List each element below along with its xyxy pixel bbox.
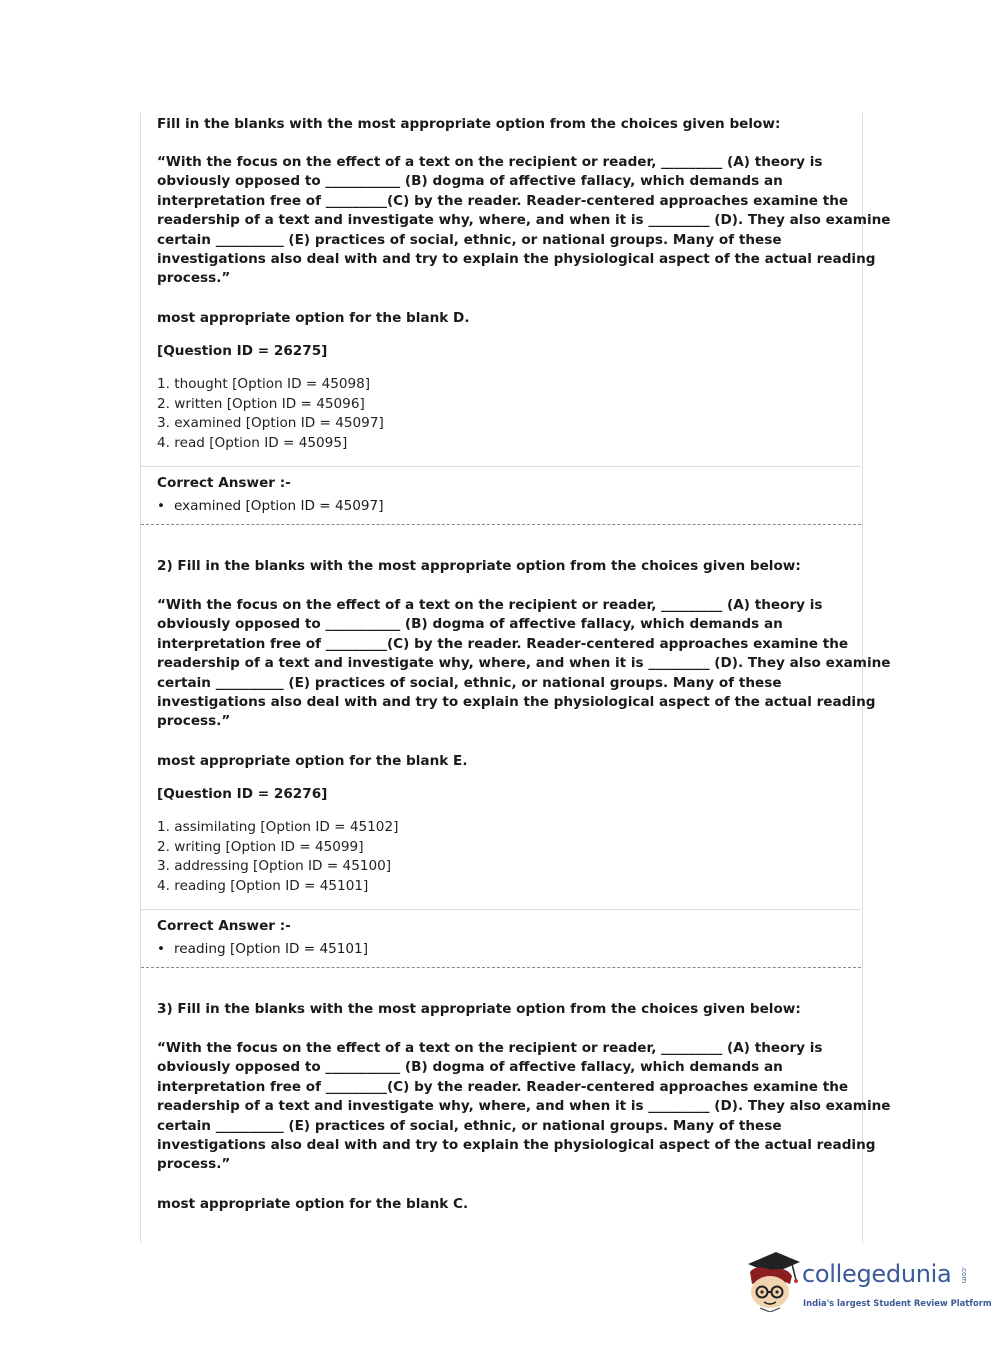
passage-line: obviously opposed to ___________ (B) dogma of affective fallacy, which demands an bbox=[157, 1059, 783, 1076]
passage-2 bbox=[157, 596, 891, 732]
passage-line: interpretation free of _________(C) by the reader. Reader-centered approaches examine the bbox=[157, 1078, 849, 1095]
question-heading: 3) Fill in the blanks with the most appropriate option from the choices given below: bbox=[157, 1001, 801, 1017]
question-prompt: most appropriate option for the blank E. bbox=[157, 753, 468, 769]
correct-answer-label: Correct Answer :- bbox=[157, 475, 291, 491]
passage-line: interpretation free of _________(C) by the reader. Reader-centered approaches examine the bbox=[157, 635, 849, 652]
passage-line: certain __________ (E) practices of social, ethnic, or national groups. Many of these bbox=[157, 1117, 782, 1134]
correct-answer bbox=[157, 940, 857, 959]
divider bbox=[141, 466, 861, 467]
passage-line: readership of a text and investigate why, where, and when it is _________ (D). They also examine bbox=[157, 655, 891, 672]
correct-answer bbox=[157, 497, 857, 516]
passage-line: readership of a text and investigate why, where, and when it is _________ (D). They also examine bbox=[157, 212, 891, 229]
passage-line: “With the focus on the effect of a text on the recipient or reader, _________ (A) theory is bbox=[157, 597, 823, 613]
question-1 bbox=[157, 115, 857, 134]
passage-line: process.” bbox=[157, 1156, 231, 1173]
passage-1 bbox=[157, 153, 891, 289]
options-list bbox=[157, 818, 857, 896]
option-item: 2. writing [Option ID = 45099] bbox=[157, 838, 364, 855]
option-item: 1. assimilating [Option ID = 45102] bbox=[157, 819, 399, 835]
question-heading: 2) Fill in the blanks with the most appropriate option from the choices given below: bbox=[157, 558, 801, 574]
question-id: [Question ID = 26275] bbox=[157, 343, 328, 359]
question-separator bbox=[141, 967, 861, 968]
bullet-icon: • bbox=[157, 498, 166, 514]
passage-line: obviously opposed to ___________ (B) dogma of affective fallacy, which demands an bbox=[157, 173, 783, 190]
passage-line: interpretation free of _________(C) by the reader. Reader-centered approaches examine the bbox=[157, 192, 849, 209]
passage-line: readership of a text and investigate why, where, and when it is _________ (D). They also examine bbox=[157, 1098, 891, 1115]
passage-line: investigations also deal with and try to explain the physiological aspect of the actual reading bbox=[157, 251, 876, 268]
mascot-icon bbox=[742, 1250, 802, 1312]
option-item: 4. read [Option ID = 45095] bbox=[157, 434, 348, 451]
option-item: 4. reading [Option ID = 45101] bbox=[157, 877, 369, 894]
question-heading: Fill in the blanks with the most appropriate option from the choices given below: bbox=[157, 116, 781, 132]
passage-line: certain __________ (E) practices of social, ethnic, or national groups. Many of these bbox=[157, 231, 782, 248]
correct-answer-label: Correct Answer :- bbox=[157, 918, 291, 934]
question-prompt: most appropriate option for the blank D. bbox=[157, 310, 470, 326]
divider bbox=[141, 909, 861, 910]
passage-line: investigations also deal with and try to explain the physiological aspect of the actual reading bbox=[157, 694, 876, 711]
question-id: [Question ID = 26276] bbox=[157, 786, 328, 802]
option-item: 1. thought [Option ID = 45098] bbox=[157, 376, 371, 392]
question-prompt: most appropriate option for the blank C. bbox=[157, 1196, 469, 1212]
passage-line: certain __________ (E) practices of social, ethnic, or national groups. Many of these bbox=[157, 674, 782, 691]
logo-wordmark: collegedunia bbox=[802, 1260, 952, 1288]
logo-tagline: India's largest Student Review Platform bbox=[803, 1298, 992, 1308]
passage-line: “With the focus on the effect of a text on the recipient or reader, _________ (A) theory is bbox=[157, 154, 823, 170]
collegedunia-logo[interactable] bbox=[742, 1250, 992, 1320]
correct-answer-text: reading [Option ID = 45101] bbox=[174, 941, 369, 957]
passage-line: process.” bbox=[157, 270, 231, 287]
passage-line: investigations also deal with and try to explain the physiological aspect of the actual reading bbox=[157, 1137, 876, 1154]
passage-3 bbox=[157, 1039, 891, 1175]
question-2 bbox=[157, 557, 857, 576]
passage-line: “With the focus on the effect of a text on the recipient or reader, _________ (A) theory is bbox=[157, 1040, 823, 1056]
bullet-icon: • bbox=[157, 941, 166, 957]
option-item: 2. written [Option ID = 45096] bbox=[157, 395, 365, 412]
passage-line: obviously opposed to ___________ (B) dogma of affective fallacy, which demands an bbox=[157, 616, 783, 633]
question-3 bbox=[157, 1000, 857, 1019]
correct-answer-text: examined [Option ID = 45097] bbox=[174, 498, 384, 514]
question-separator bbox=[141, 524, 861, 525]
logo-suffix: .com bbox=[960, 1266, 968, 1284]
options-list bbox=[157, 375, 857, 453]
option-item: 3. examined [Option ID = 45097] bbox=[157, 415, 384, 432]
passage-line: process.” bbox=[157, 713, 231, 730]
option-item: 3. addressing [Option ID = 45100] bbox=[157, 858, 392, 875]
